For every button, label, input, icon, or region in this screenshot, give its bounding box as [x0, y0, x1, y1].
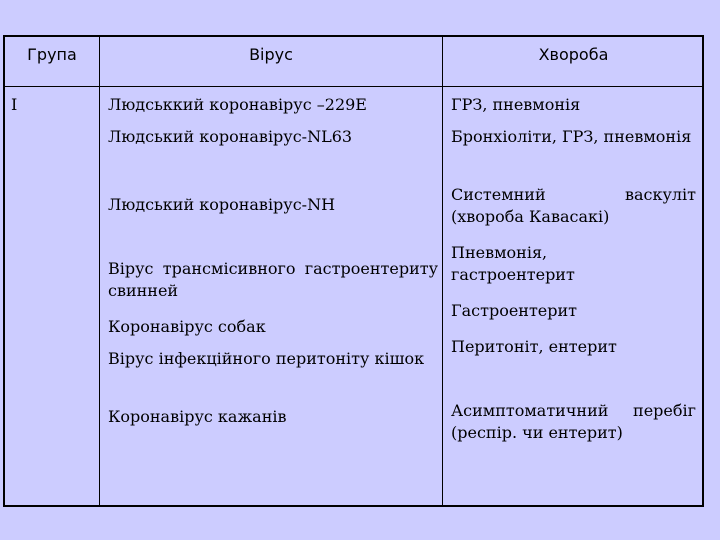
disease-item: Асимптоматичний перебіг (респір. чи ентерит)	[451, 401, 696, 442]
disease-item: Бронхіоліти, ГРЗ, пневмонія	[451, 127, 692, 146]
virus-item: Людськкий коронавірус –229E	[108, 95, 367, 114]
header-group: Група	[27, 45, 77, 64]
disease-item: Гастроентерит	[451, 301, 578, 320]
header-divider	[5, 86, 702, 87]
coronavirus-table	[3, 35, 704, 507]
virus-item: Вірус інфекційного перитоніту кішок	[108, 349, 425, 368]
column-divider	[99, 37, 100, 505]
disease-item: Системний васкуліт (хвороба Кавасакі)	[451, 185, 696, 226]
header-virus: Вірус	[249, 45, 293, 64]
header-disease: Хвороба	[538, 45, 609, 64]
group-cell: I	[11, 95, 18, 114]
virus-item: Вірус трансмісивного гастроентериту свинней	[108, 259, 438, 300]
disease-item: Перитоніт, ентерит	[451, 337, 617, 356]
disease-item: Пневмонія, гастроентерит	[451, 243, 575, 284]
disease-item: ГРЗ, пневмонія	[451, 95, 581, 114]
virus-item: Коронавірус собак	[108, 317, 266, 336]
virus-item: Людський коронавірус-NL63	[108, 127, 353, 146]
column-divider	[442, 37, 443, 505]
virus-item: Людський коронавірус-NH	[108, 195, 336, 214]
virus-item: Коронавірус кажанів	[108, 407, 287, 426]
